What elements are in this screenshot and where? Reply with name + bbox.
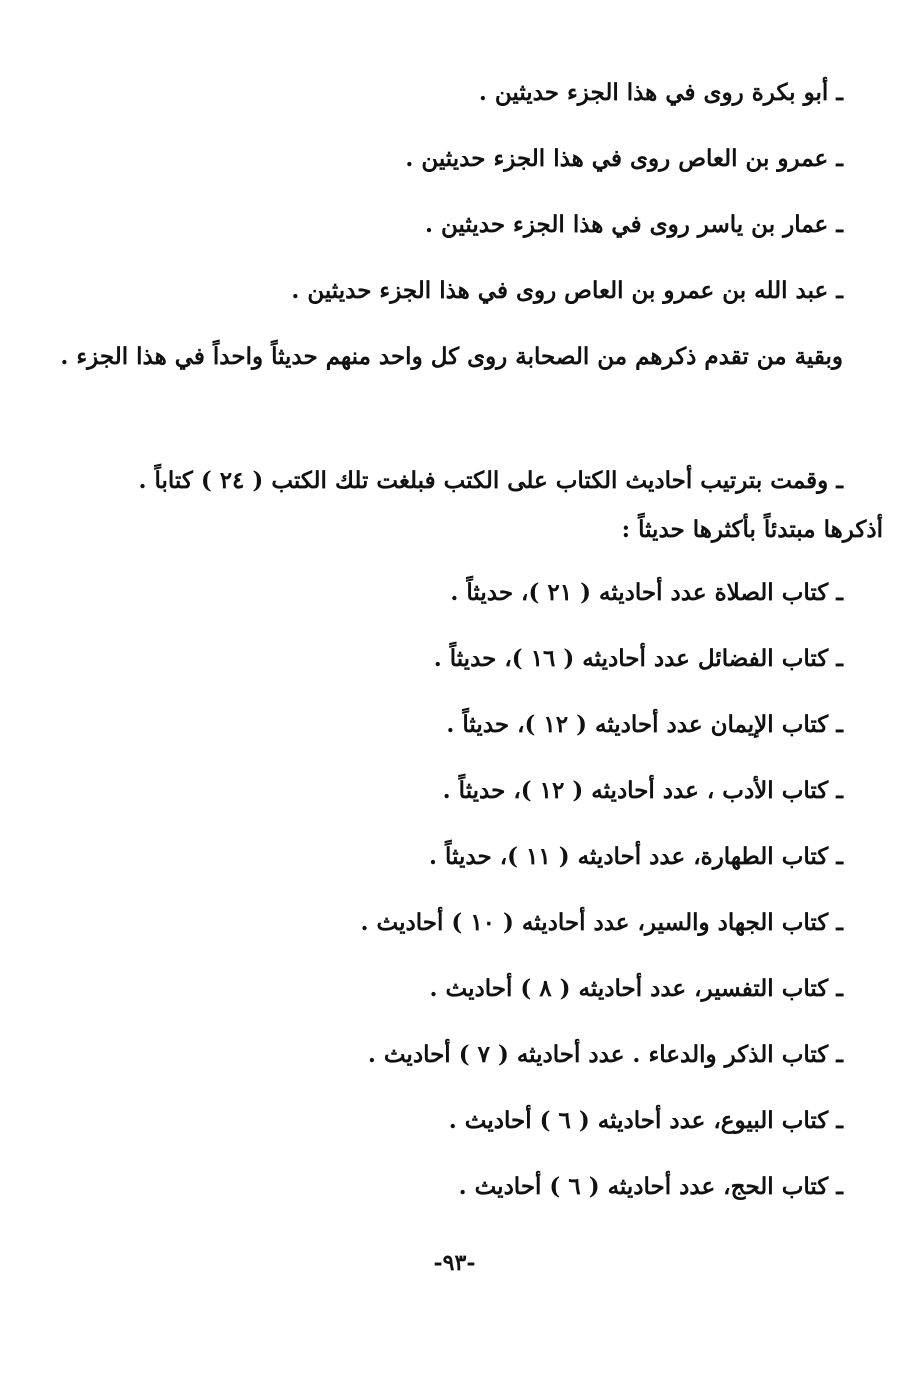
narrator-line: ـ عمرو بن العاص روى في هذا الجزء حديثين . bbox=[405, 145, 843, 172]
book-item: ـ كتاب الحج، عدد أحاديثه ( ٦ ) أحاديث . bbox=[458, 1173, 843, 1200]
remaining-companions-paragraph: وبقية من تقدم ذكرهم من الصحابة روى كل واحد منهم حديثاً واحداً في هذا الجزء . bbox=[60, 343, 843, 370]
books-intro-line-1: ـ وقمت بترتيب أحاديث الكتاب على الكتب فبلغت تلك الكتب ( ٢٤ ) كتاباً . bbox=[138, 467, 843, 494]
book-item: ـ كتاب الأدب ، عدد أحاديثه ( ١٢ )، حديثاً . bbox=[442, 777, 843, 804]
book-item: ـ كتاب الصلاة عدد أحاديثه ( ٢١ )، حديثاً . bbox=[450, 579, 843, 606]
books-intro-line-2: أذكرها مبتدئاً بأكثرها حديثاً : bbox=[621, 516, 883, 543]
narrator-line: ـ عبد الله بن عمرو بن العاص روى في هذا الجزء حديثين . bbox=[291, 277, 843, 304]
page-number: -٩٣- bbox=[433, 1250, 476, 1276]
book-item: ـ كتاب الإيمان عدد أحاديثه ( ١٢ )، حديثاً . bbox=[446, 711, 843, 738]
book-item: ـ كتاب التفسير، عدد أحاديثه ( ٨ ) أحاديث . bbox=[429, 975, 843, 1002]
book-item: ـ كتاب الفضائل عدد أحاديثه ( ١٦ )، حديثاً . bbox=[433, 645, 843, 672]
book-item: ـ كتاب البيوع، عدد أحاديثه ( ٦ ) أحاديث . bbox=[448, 1107, 843, 1134]
book-item: ـ كتاب الذكر والدعاء . عدد أحاديثه ( ٧ ) أحاديث . bbox=[367, 1041, 843, 1068]
narrator-line: ـ عمار بن ياسر روى في هذا الجزء حديثين . bbox=[424, 211, 843, 238]
narrator-line: ـ أبو بكرة روى في هذا الجزء حديثين . bbox=[478, 79, 843, 106]
books-intro bbox=[60, 452, 883, 550]
book-item: ـ كتاب الجهاد والسير، عدد أحاديثه ( ١٠ ) أحاديث . bbox=[360, 909, 843, 936]
book-item: ـ كتاب الطهارة، عدد أحاديثه ( ١١ )، حديثاً . bbox=[429, 843, 843, 870]
